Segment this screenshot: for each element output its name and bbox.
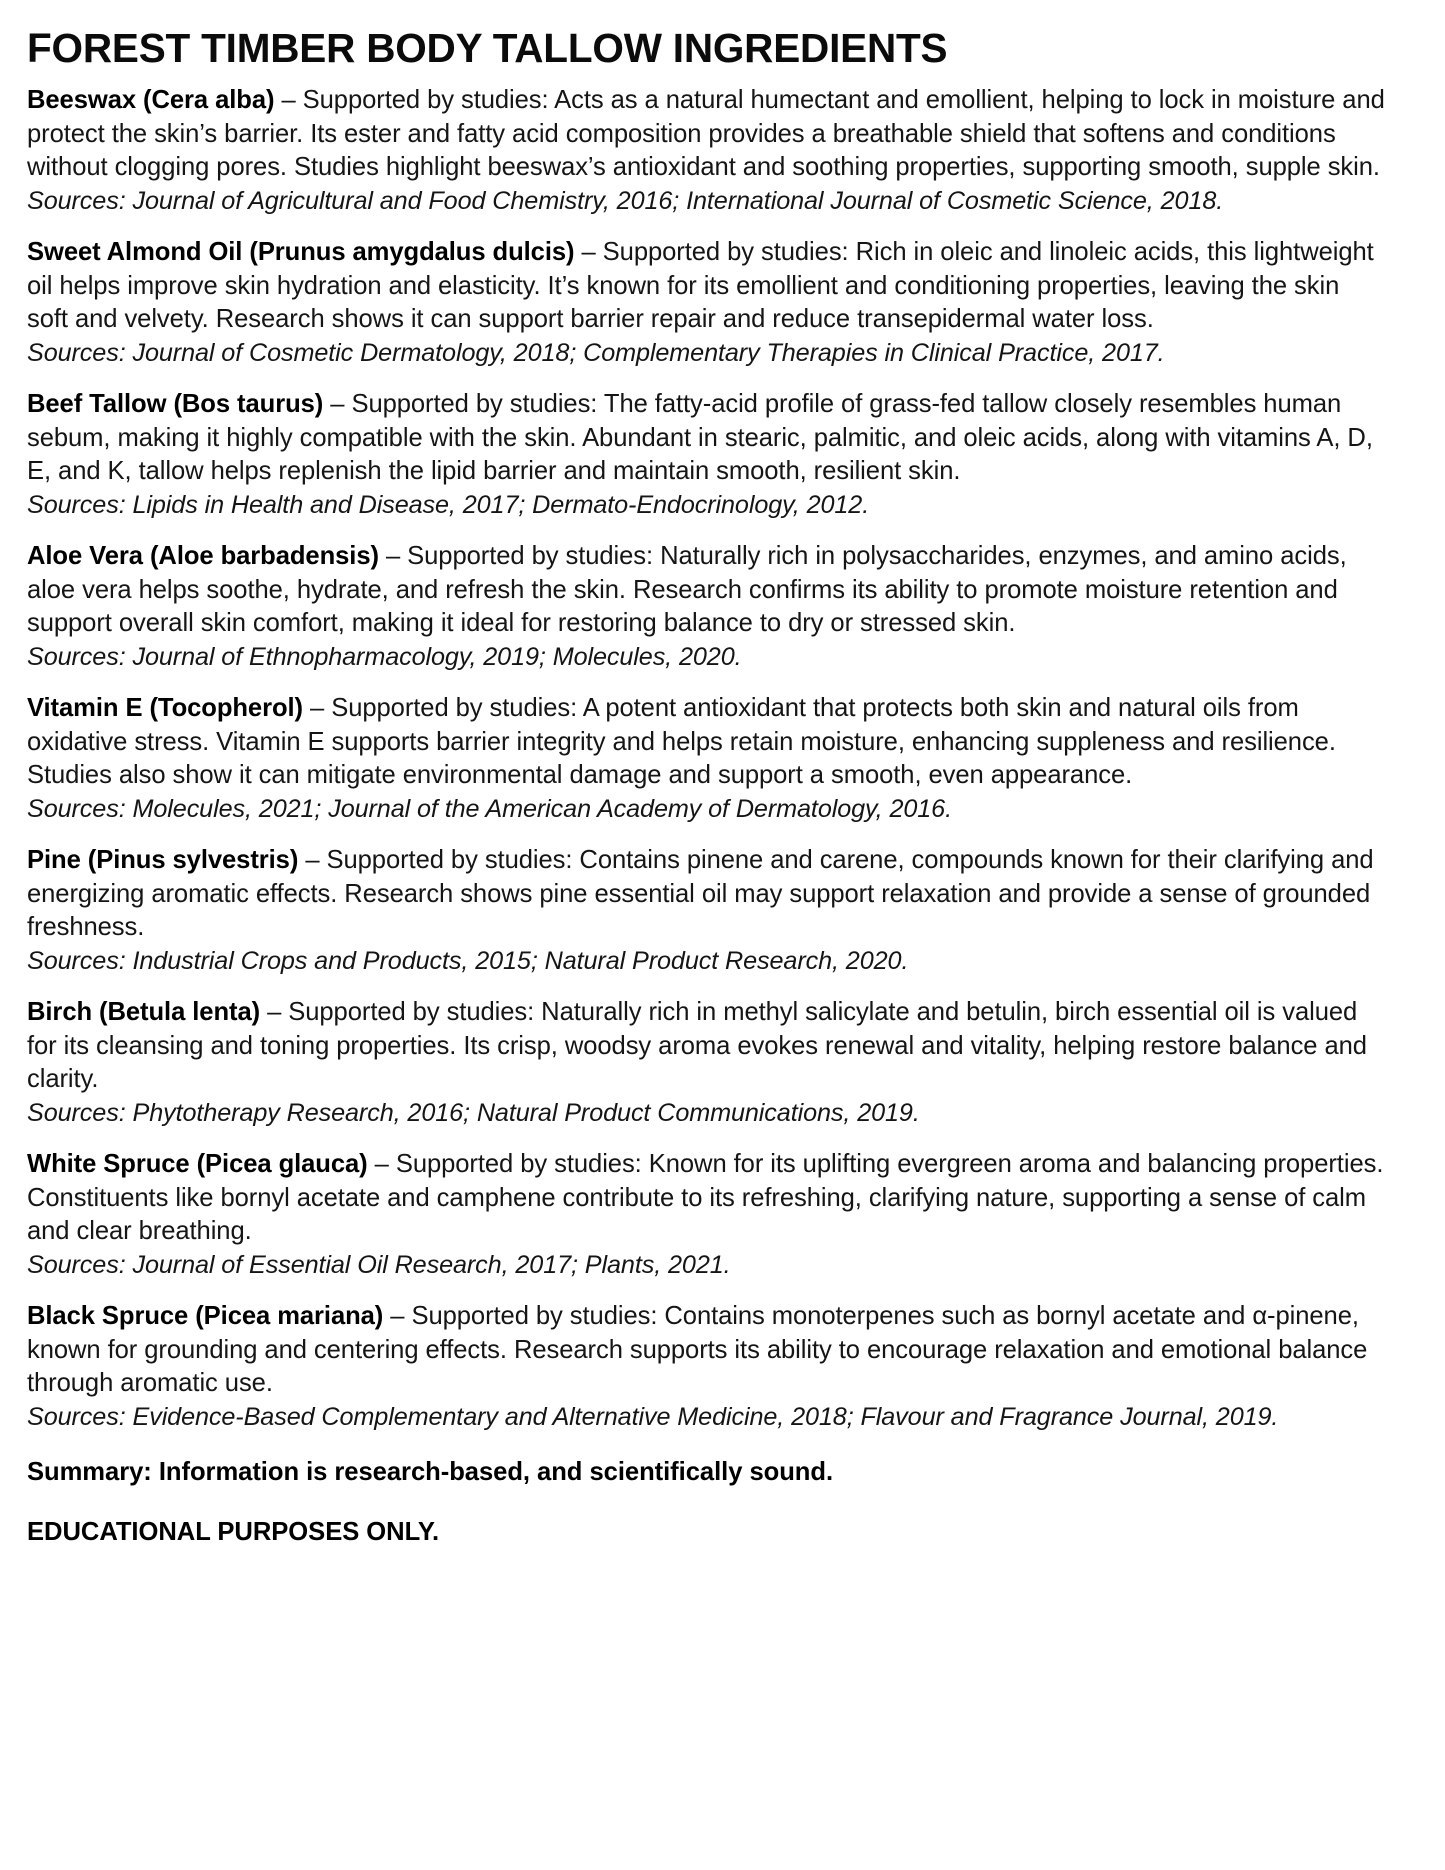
- ingredient-description-paragraph: [27, 844, 1387, 945]
- ingredient-sources: Sources: Lipids in Health and Disease, 2017; Dermato-Endocrinology, 2012.: [27, 490, 870, 519]
- ingredient-entry: [27, 388, 1387, 522]
- ingredient-entry: [27, 692, 1387, 826]
- ingredient-name: White Spruce (Picea glauca): [27, 1150, 368, 1179]
- ingredient-entry: [27, 236, 1387, 370]
- ingredients-list: [27, 84, 1387, 1434]
- ingredient-sources: Sources: Journal of Agricultural and Food Chemistry, 2016; International Journal of Cosmetic Science, 2018.: [27, 186, 1224, 215]
- ingredient-name: Pine (Pinus sylvestris): [27, 846, 299, 875]
- ingredient-sources: Sources: Phytotherapy Research, 2016; Natural Product Communications, 2019.: [27, 1098, 920, 1127]
- ingredient-name: Beeswax (Cera alba): [27, 86, 275, 115]
- ingredient-sources: Sources: Journal of Ethnopharmacology, 2019; Molecules, 2020.: [27, 642, 742, 671]
- ingredient-entry: [27, 844, 1387, 978]
- ingredient-entry: [27, 540, 1387, 674]
- ingredient-name: Black Spruce (Picea mariana): [27, 1302, 384, 1331]
- ingredient-sources: Sources: Industrial Crops and Products, 2015; Natural Product Research, 2020.: [27, 946, 909, 975]
- ingredient-description-paragraph: [27, 1300, 1387, 1401]
- ingredient-entry: [27, 84, 1387, 218]
- ingredient-description: – Supported by studies: Contains monoterpenes such as bornyl acetate and α-pinene, known for grounding and centering effects. Research supports its ability to encourage relaxation and emotional balance through aromatic use.: [27, 1302, 1368, 1398]
- ingredient-description: – Supported by studies: Known for its uplifting evergreen aroma and balancing properties. Constituents like bornyl acetate and camphene contribute to its refreshing, clarifying nature, supporting a sense of calm and clear breathing.: [27, 1150, 1384, 1246]
- ingredient-entry: [27, 1300, 1387, 1434]
- ingredient-sources: Sources: Journal of Essential Oil Research, 2017; Plants, 2021.: [27, 1250, 731, 1279]
- ingredient-entry: [27, 1148, 1387, 1282]
- ingredient-sources: Sources: Journal of Cosmetic Dermatology, 2018; Complementary Therapies in Clinical Practice, 2017.: [27, 338, 1165, 367]
- disclaimer-line: EDUCATIONAL PURPOSES ONLY.: [27, 1517, 440, 1546]
- ingredient-description-paragraph: [27, 1148, 1387, 1249]
- ingredient-description: – Supported by studies: Naturally rich in polysaccharides, enzymes, and amino acids, aloe vera helps soothe, hydrate, and refresh the skin. Research confirms its ability to promote moisture retention and support overall skin comfort, making it ideal for restoring balance to dry or stressed skin.: [27, 542, 1347, 638]
- ingredient-sources: Sources: Evidence-Based Complementary and Alternative Medicine, 2018; Flavour and Fragrance Journal, 2019.: [27, 1402, 1279, 1431]
- ingredient-name: Sweet Almond Oil (Prunus amygdalus dulcis): [27, 238, 575, 267]
- ingredient-description: – Supported by studies: The fatty-acid profile of grass-fed tallow closely resembles human sebum, making it highly compatible with the skin. Abundant in stearic, palmitic, and oleic acids, along with vitamins A, D, E, and K, tallow helps replenish the lipid barrier and maintain smooth, resilient skin.: [27, 390, 1373, 486]
- ingredient-description-paragraph: [27, 84, 1387, 185]
- ingredient-description: – Supported by studies: A potent antioxidant that protects both skin and natural oils from oxidative stress. Vitamin E supports barrier integrity and helps retain moisture, enhancing suppleness and resilience. Studies also show it can mitigate environmental damage and support a smooth, even appearance.: [27, 694, 1336, 790]
- ingredient-description: – Supported by studies: Naturally rich in methyl salicylate and betulin, birch essential oil is valued for its cleansing and toning properties. Its crisp, woodsy aroma evokes renewal and vitality, helping restore balance and clarity.: [27, 998, 1367, 1094]
- ingredient-entry: [27, 996, 1387, 1130]
- ingredient-description: – Supported by studies: Rich in oleic and linoleic acids, this lightweight oil helps improve skin hydration and elasticity. It’s known for its emollient and conditioning properties, leaving the skin soft and velvety. Research shows it can support barrier repair and reduce transepidermal water loss.: [27, 238, 1374, 334]
- summary-line: Summary: Information is research-based, and scientifically sound.: [27, 1458, 834, 1487]
- ingredient-description-paragraph: [27, 540, 1387, 641]
- page-title: FOREST TIMBER BODY TALLOW INGREDIENTS: [27, 25, 948, 71]
- ingredient-name: Aloe Vera (Aloe barbadensis): [27, 542, 379, 571]
- ingredient-name: Beef Tallow (Bos taurus): [27, 390, 324, 419]
- ingredient-description: – Supported by studies: Acts as a natural humectant and emollient, helping to lock in moisture and protect the skin’s barrier. Its ester and fatty acid composition provides a breathable shield that softens and conditions without clogging pores. Studies highlight beeswax’s antioxidant and soothing properties, supporting smooth, supple skin.: [27, 86, 1385, 182]
- ingredient-sources: Sources: Molecules, 2021; Journal of the American Academy of Dermatology, 2016.: [27, 794, 952, 823]
- ingredient-description-paragraph: [27, 996, 1387, 1097]
- ingredient-description: – Supported by studies: Contains pinene and carene, compounds known for their clarifying and energizing aromatic effects. Research shows pine essential oil may support relaxation and provide a sense of grounded freshness.: [27, 846, 1374, 942]
- ingredient-name: Birch (Betula lenta): [27, 998, 261, 1027]
- ingredient-description-paragraph: [27, 388, 1387, 489]
- ingredient-description-paragraph: [27, 236, 1387, 337]
- ingredient-name: Vitamin E (Tocopherol): [27, 694, 303, 723]
- ingredient-description-paragraph: [27, 692, 1387, 793]
